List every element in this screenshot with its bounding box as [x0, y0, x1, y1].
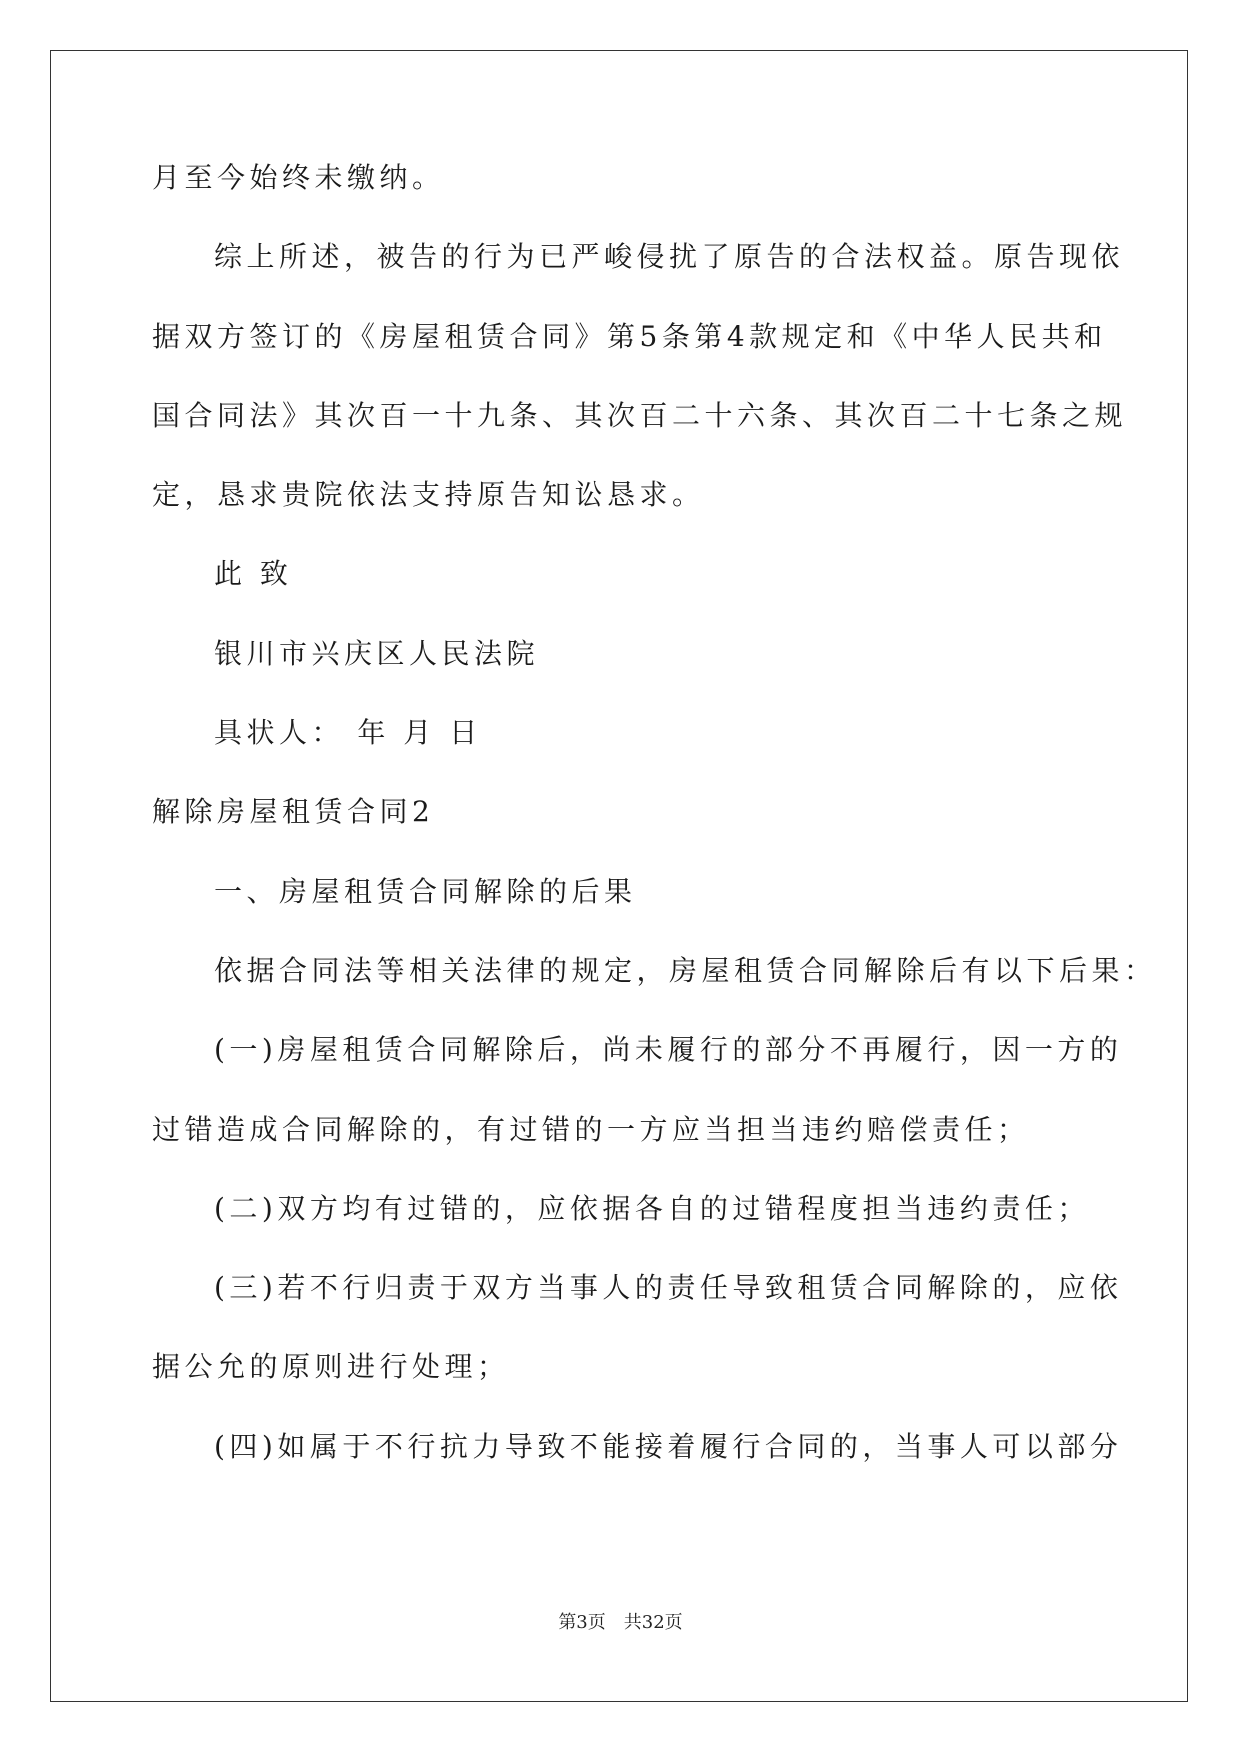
body-line: 综上所述，被告的行为已严峻侵扰了原告的合法权益。原告现依: [214, 240, 1125, 274]
list-item-1-line: (一)房屋租赁合同解除后，尚未履行的部分不再履行，因一方的: [214, 1033, 1123, 1067]
salutation-line: 此 致: [214, 557, 293, 591]
body-line: 定，恳求贵院依法支持原告知讼恳求。: [152, 478, 705, 512]
body-line: 据双方签订的《房屋租赁合同》第5条第4款规定和《中华人民共和: [152, 319, 1107, 353]
list-item-3-line: 据公允的原则进行处理；: [152, 1350, 510, 1384]
list-item-4-line: (四)如属于不行抗力导致不能接着履行合同的，当事人可以部分: [214, 1429, 1123, 1463]
page-footer: [0, 1612, 1241, 1634]
current-page-number: 第3页: [558, 1612, 606, 1633]
subsection-heading: 一、房屋租赁合同解除的后果: [214, 874, 637, 908]
list-item-3-line: (三)若不行归责于双方当事人的责任导致租赁合同解除的，应依: [214, 1271, 1123, 1305]
document-body: [152, 158, 1157, 1506]
body-line: 国合同法》其次百一十九条、其次百二十六条、其次百二十七条之规: [152, 398, 1128, 432]
total-page-count: 共32页: [623, 1612, 683, 1633]
body-line: 月至今始终未缴纳。: [152, 161, 445, 194]
list-item-1-line: 过错造成合同解除的，有过错的一方应当担当违约赔偿责任；: [152, 1112, 1030, 1146]
section-heading: 解除房屋租赁合同2: [152, 795, 435, 829]
body-line: 依据合同法等相关法律的规定，房屋租赁合同解除后有以下后果：: [214, 953, 1157, 987]
signature-date-line: 具状人： 年 月 日: [214, 716, 482, 750]
court-name-line: 银川市兴庆区人民法院: [214, 636, 540, 670]
list-item-2-line: (二)双方均有过错的，应依据各自的过错程度担当违约责任；: [214, 1191, 1090, 1225]
